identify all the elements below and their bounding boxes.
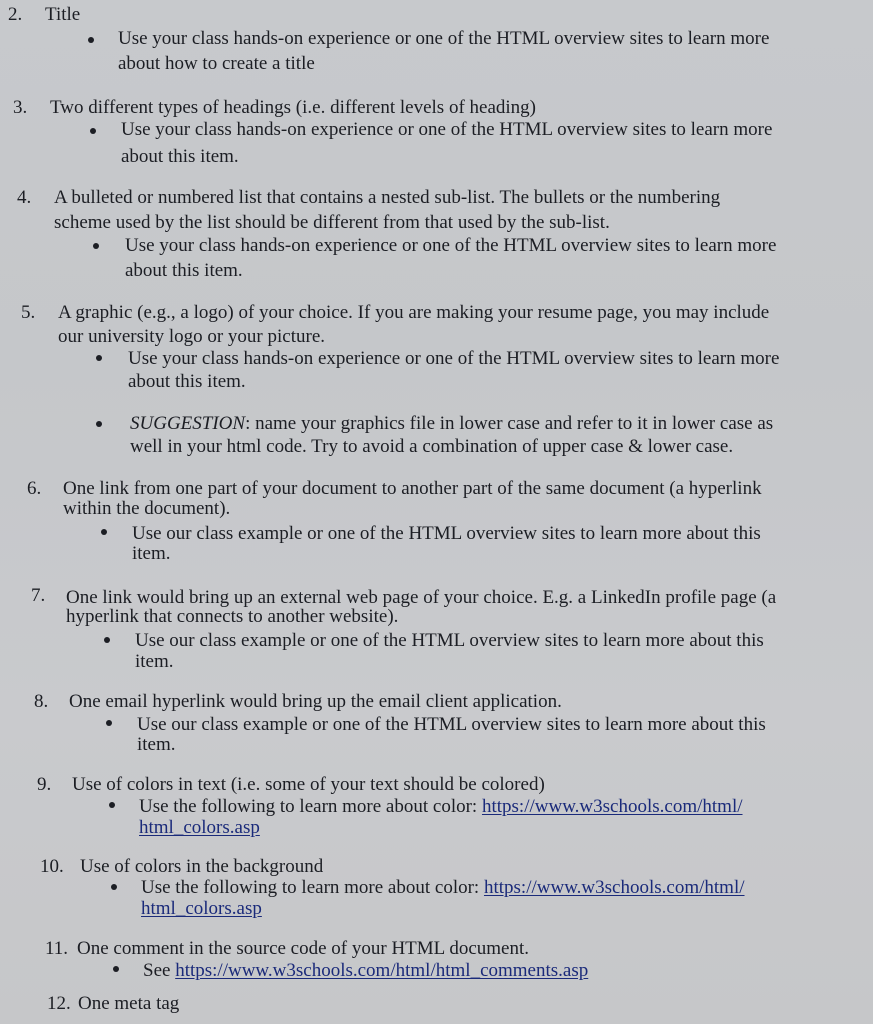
item-heading-line: A graphic (e.g., a logo) of your choice. If you are making your resume page, you may include [58, 302, 770, 323]
item-heading-line: Two different types of headings (i.e. different levels of heading) [50, 97, 537, 118]
bullet-prefix: Use the following to learn more about color: [141, 877, 484, 898]
bullet-prefix: Use the following to learn more about color: [139, 796, 482, 817]
item-heading-line: our university logo or your picture. [58, 326, 326, 347]
bullet-dot [106, 720, 112, 726]
bullet-dot [109, 802, 115, 808]
item-number: 9. [37, 774, 52, 795]
item-heading-line: One email hyperlink would bring up the email client application. [69, 691, 562, 712]
bullet-dot [104, 637, 110, 643]
item-number: 3. [13, 97, 28, 118]
bullet-text-line: Use your class hands-on experience or one of the HTML overview sites to learn more [128, 348, 780, 369]
w3schools-comments-link[interactable]: https://www.w3schools.com/html/html_comments.asp [175, 960, 589, 981]
item-heading-line: One comment in the source code of your HTML document. [77, 938, 530, 959]
item-heading-line: One link from one part of your document to another part of the same document (a hyperlink [63, 478, 762, 499]
item-heading-line: One meta tag [78, 993, 180, 1014]
item-number: 4. [17, 187, 32, 208]
bullet-text-line: about this item. [121, 146, 239, 167]
item-number: 6. [27, 478, 42, 499]
bullet-prefix: See [143, 960, 176, 981]
item-heading-line: Use of colors in the background [80, 856, 324, 877]
bullet-text-line: item. [132, 543, 171, 564]
bullet-dot [113, 966, 119, 972]
bullet-text-line: Use our class example or one of the HTML overview sites to learn more about this [135, 630, 764, 651]
item-number: 12. [47, 993, 71, 1014]
bullet-text-line: well in your html code. Try to avoid a combination of upper case & lower case. [130, 436, 734, 457]
bullet-text-line [130, 413, 773, 435]
item-number: 7. [31, 585, 46, 606]
item-heading-line: Title [45, 4, 81, 25]
item-heading-line: Use of colors in text (i.e. some of your text should be colored) [72, 774, 545, 795]
bullet-text-line: Use our class example or one of the HTML overview sites to learn more about this [132, 523, 761, 544]
bullet-text-line: about this item. [128, 371, 246, 392]
item-heading-line: scheme used by the list should be different from that used by the sub-list. [54, 212, 610, 233]
bullet-text-line: Use our class example or one of the HTML overview sites to learn more about this [137, 714, 766, 735]
suggestion-text: : name your graphics file in lower case and refer to it in lower case as [245, 413, 774, 434]
item-number: 5. [21, 302, 36, 323]
bullet-dot [93, 243, 99, 249]
w3schools-colors-link-continued[interactable]: html_colors.asp [141, 898, 262, 919]
bullet-text-line [143, 960, 588, 982]
item-heading-line: A bulleted or numbered list that contains a nested sub-list. The bullets or the numbering [54, 187, 721, 208]
item-number: 10. [40, 856, 64, 877]
bullet-dot [101, 529, 107, 535]
item-number: 2. [8, 4, 23, 25]
bullet-dot [96, 355, 102, 361]
bullet-text-line: about this item. [125, 260, 243, 281]
item-number: 8. [34, 691, 49, 712]
bullet-text-line: Use your class hands-on experience or one of the HTML overview sites to learn more [121, 119, 773, 140]
bullet-dot [111, 884, 117, 890]
item-heading-line: One link would bring up an external web page of your choice. E.g. a LinkedIn profile page (a [66, 587, 777, 608]
item-heading-line: within the document). [63, 498, 231, 519]
bullet-text-line [141, 877, 745, 899]
bullet-dot [88, 37, 94, 43]
w3schools-colors-link-continued[interactable]: html_colors.asp [139, 817, 260, 838]
w3schools-colors-link[interactable]: https://www.w3schools.com/html/ [481, 796, 743, 817]
bullet-text-line: Use your class hands-on experience or one of the HTML overview sites to learn more [125, 235, 777, 256]
suggestion-label: SUGGESTION [130, 413, 246, 434]
item-heading-line: hyperlink that connects to another website). [66, 606, 399, 627]
item-number: 11. [45, 938, 69, 959]
bullet-text-line: item. [135, 651, 174, 672]
bullet-dot [90, 128, 96, 134]
bullet-dot [96, 421, 102, 427]
w3schools-colors-link[interactable]: https://www.w3schools.com/html/ [483, 877, 745, 898]
bullet-text-line: about how to create a title [118, 53, 315, 74]
bullet-text-line: item. [137, 734, 176, 755]
bullet-text-line [139, 796, 743, 818]
bullet-text-line: Use your class hands-on experience or one of the HTML overview sites to learn more [118, 28, 770, 49]
